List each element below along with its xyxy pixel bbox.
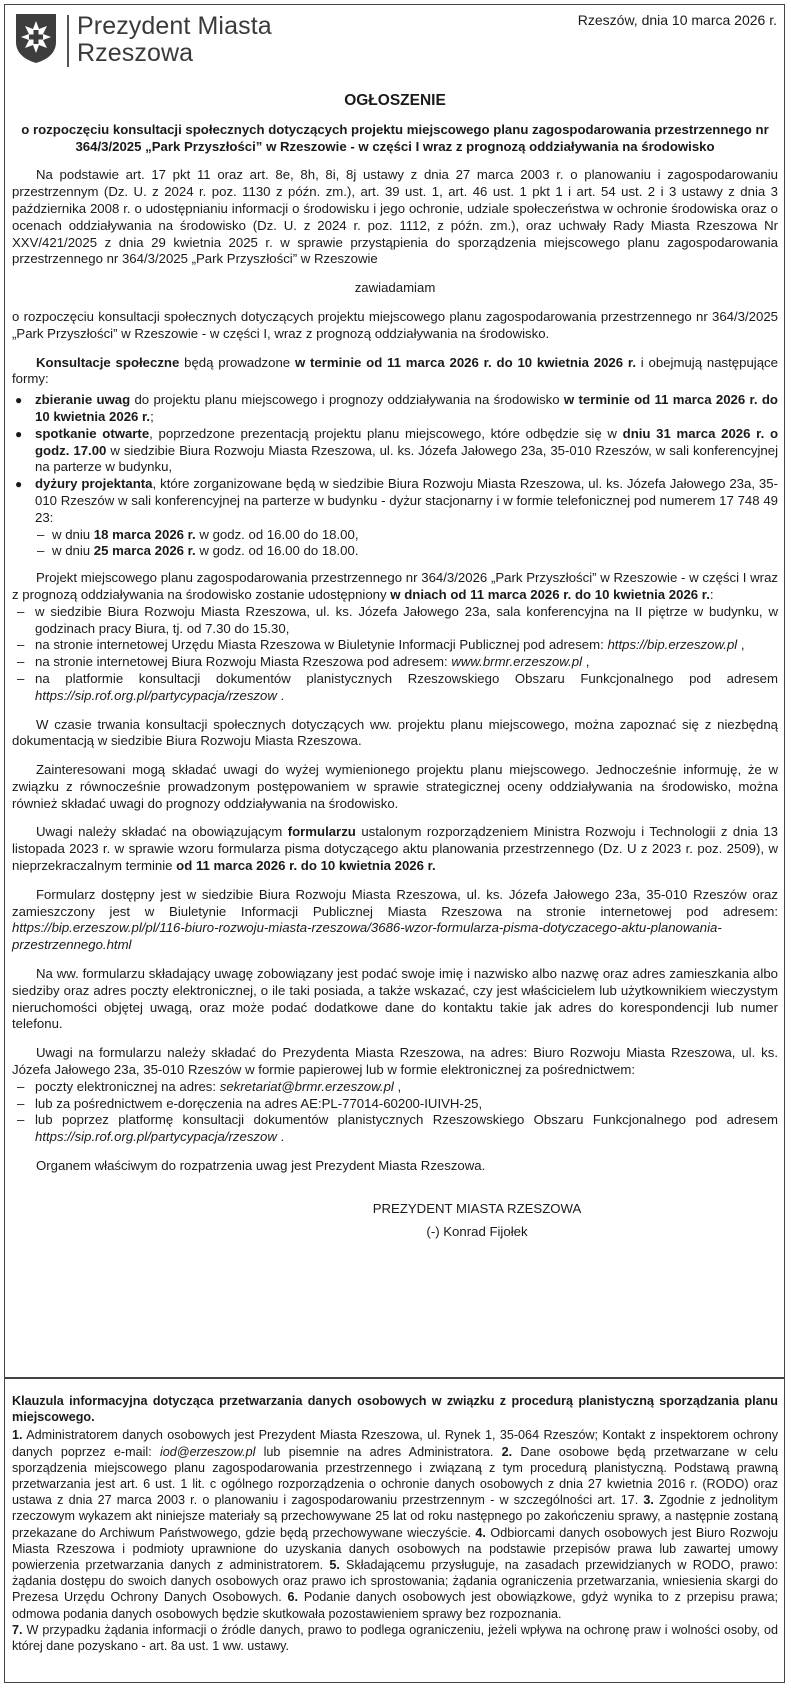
section-divider [4,1377,785,1379]
list-item [12,637,778,654]
clause-1a: Administratorem danych osobowych jest Prezydent Miasta Rzeszowa, ul. Rynek 1, 35-064 Rzeszów; Kontakt z inspektorem ochrony danych poprzez e-mail: [12,1428,778,1459]
submit-list [12,1079,778,1146]
authority-paragraph: Organem właściwym do rozpatrzenia uwag jest Prezydent Miasta Rzeszowa. [36,1158,486,1174]
signature-block [12,1197,778,1243]
form-1-label: zbieranie uwag [35,392,131,408]
remarks-text-1: Uwagi należy składać na obowiązującym [36,824,288,840]
logo-divider [67,15,69,67]
document-title: OGŁOSZENIE [344,92,446,109]
list-item [12,426,778,476]
list-item [12,671,778,705]
signature-name: (-) Konrad Fijołek [426,1223,528,1239]
form-2-label: spotkanie otwarte [35,425,150,441]
form-link[interactable]: https://bip.erzeszow.pl/pl/116-biuro-rozwoju-miasta-rzeszowa/3686-wzor-formularza-pisma-dotyczacego-aktu-planowania-przestrzennego.html [12,920,722,953]
submit-paragraph: Uwagi na formularzu należy składać do Prezydenta Miasta Rzeszowa, na adres: Biuro Rozwoju Miasta Rzeszowa, ul. ks. Józefa Jałowego 23a, 35-010 Rzeszów w formie papierowej lub w formie elektronicznej za pośrednictwem: [12,1045,778,1078]
brmr-link[interactable]: www.brmr.erzeszow.pl [451,654,583,670]
list-item: – w siedzibie Biura Rozwoju Miasta Rzeszowa, ul. ks. Józefa Jałowego 23a, sala konferencyjna na II piętrze w budynku, w godzinach pracy Biura, tj. od 7.30 do 15.30, [12,604,778,638]
availability-list [12,604,778,705]
email-link[interactable]: sekretariat@brmr.erzeszow.pl [219,1078,394,1094]
signature-role: PREZYDENT MIASTA RZESZOWA [372,1200,582,1216]
bip-link[interactable]: https://bip.erzeszow.pl [607,637,738,653]
platform-link[interactable]: https://sip.rof.org.pl/partycypacja/rzeszow [35,687,277,703]
clause-1b: lub pisemnie na adres Administratora. [255,1444,502,1459]
notify-text: o rozpoczęciu konsultacji społecznych dotyczących projektu miejscowego planu zagospodarowania przestrzennego nr 364/3/2025 „Park Przyszłości” w Rzeszowie - w części I, wraz z prognozą oddziaływania na środowisko. [12,308,778,341]
availability-paragraph [12,570,778,604]
brmr-text: na stronie internetowej Biura Rozwoju Miasta Rzeszowa pod adresem: [35,654,452,670]
clause-3: Zgodnie z jednolitym rzeczowym wykazem akt niniejsze materiały są przechowywane 25 lat od roku następnego po zakończeniu sprawy, a następnie zostaną przekazane do Archiwum Państwowego, gdzie będą przechowywane wieczyście. [12,1493,778,1540]
date-line: Rzeszów, dnia 10 marca 2026 r. [577,12,777,28]
clause-num-7: 7. [12,1622,23,1637]
platform-end: . [276,687,285,703]
clause-4: Odbiorcami danych osobowych jest Biuro Rozwoju Miasta Rzeszowa i podmioty uprawnione do uzyskania danych osobowych na podstawie przepisów prawa lub zawartej umowy powierzenia przetwarzania danych z administratorem. [12,1525,779,1573]
form-1-end: ; [150,408,154,424]
submit-platform-end: . [276,1129,285,1145]
clause-num-4: 4. [475,1525,486,1540]
consultation-text-2: i obejmują następujące formy: [12,354,778,387]
form-paragraph [12,887,778,954]
form-text: Formularz dostępny jest w siedzibie Biura Rozwoju Miasta Rzeszowa, ul. ks. Józefa Jałowego 23a, 35-010 Rzeszów oraz zamieszczony jest w Biuletynie Informacji Publicznej Miasta Rzeszowa na stronie internetowej pod adresem: [12,886,778,919]
remarks-text-2: ustalonym rozporządzeniem Ministra Rozwoju i Technologii z dnia 13 listopada 2023 r. w sprawie wzoru formularza pisma dotyczącego aktu planowania przestrzennego (Dz. U z 2023 r. poz. 2509), w nieprzekraczalnym terminie [12,824,779,874]
form-2-text: , poprzedzone prezentacją projektu planu miejscowego, które odbędzie się w [149,425,623,441]
notify-word: zawiadamiam [354,280,436,296]
clause-6: Podanie danych osobowych jest obowiązkowe, gdyż wynika to z przepisu prawa; odmowa podania danych osobowych będzie skutkowała pozostawieniem sprawy bez rozpoznania. [12,1590,778,1621]
logo-text [77,13,272,67]
remarks-dates: od 11 marca 2026 r. do 10 kwietnia 2026 r. [176,858,436,874]
list-item [12,476,778,560]
clause-2: Dane osobowe będą przetwarzane w celu sporządzenia miejscowego planu zagospodarowania przestrzennego i związaną z tym procedurą planistyczną. Podstawą prawną przetwarzania jest art. 6 ust. 1 lit. c ogólnego rozporządzenia o ochronie danych osobowych z dnia 27 kwietnia 2016 r. (RODO) oraz ustawa z dnia 27 marca 2003 r. o planowaniu i zagospodarowaniu przestrzennym - w szczególności art. 17. [12,1444,779,1508]
platform-text: na platformie konsultacji dokumentów planistycznych Rzeszowskiego Obszaru Funkcjonalnego pod adresem [35,670,778,686]
during-paragraph: W czasie trwania konsultacji społecznych dotyczących ww. projektu planu miejscowego, można zapoznać się z niezbędną dokumentacją w siedzibie Biura Rozwoju Miasta Rzeszowa. [12,716,778,749]
clause-5: Składającemu przysługuje, na zasadach przewidzianych w RODO, prawo: żądania dostępu do swoich danych osobowych oraz prawo ich sprostowania; żądania ograniczenia przetwarzania, wniesienia skargi do Prezesa Urzędu Ochrony Danych Osobowych. [12,1558,778,1605]
list-item [12,392,778,426]
form-3-label: dyżury projektanta [35,476,153,492]
remarks-paragraph [12,824,778,874]
consultation-label: Konsultacje społeczne [36,354,180,370]
duty-2-hours: w godz. od 16.00 do 18.00. [195,543,359,559]
announcement-body [12,93,778,1243]
form-2-text-2: w siedzibie Biura Rozwoju Miasta Rzeszowa, ul. ks. Józefa Jałowego 23a, 35-010 Rzeszów, w sali konferencyjnej na parterze w budynku, [35,442,778,475]
duty-1-hours: w godz. od 16.00 do 18.00, [195,526,359,542]
clause-num-1: 1. [12,1428,23,1443]
consultation-forms-list [12,392,778,560]
duty-2-prefix: w dniu [52,543,94,559]
interested-paragraph: Zainteresowani mogą składać uwagi do wyżej wymienionego projektu planu miejscowego. Jednocześnie informuję, że w związku z równocześnie prowadzonym postępowaniem w sprawie strategicznej oceny oddziaływania na środowisko, można również składać uwagi do prognozy oddziaływania na środowisko. [12,762,778,811]
availability-dates: w dniach od 11 marca 2026 r. do 10 kwietnia 2026 r. [390,586,710,602]
submit-platform-link[interactable]: https://sip.rof.org.pl/partycypacja/rzeszow [35,1129,277,1145]
form-1-text: do projektu planu miejscowego i prognozy oddziaływania na środowisko [130,392,564,408]
duty-2-date: 25 marca 2026 r. [93,543,196,559]
data-protection-clause [12,1393,778,1654]
list-item [35,543,778,560]
bip-end: , [737,637,745,653]
brmr-end: , [582,654,590,670]
clause-num-2: 2. [501,1444,513,1459]
list-item [12,1112,778,1146]
consultation-text-1: będą prowadzone [179,354,295,370]
list-item [12,1079,778,1096]
availability-colon: : [709,586,714,602]
logo-line-1: Prezydent Miasta [77,12,272,40]
list-item: – lub za pośrednictwem e-doręczenia na adres AE:PL-77014-60200-IUIVH-25, [12,1096,778,1113]
legal-basis: Na podstawie art. 17 pkt 11 oraz art. 8e, 8h, 8i, 8j ustawy z dnia 27 marca 2003 r. o planowaniu i zagospodarowaniu przestrzennym (Dz. U. z 2024 r. poz. 1130 z późn. zm.), art. 39 ust. 1, art. 46 ust. 1 pkt 1 i art. 54 ust. 2 i 3 ustawy z dnia 3 października 2008 r. o udostępnianiu informacji o środowisku i jego ochronie, udziale społeczeństwa w ochronie środowiska oraz o ocenach oddziaływania na środowisko (Dz. U. z 2024 r. poz. 1112, z późn. zm.), oraz uchwały Rady Miasta Rzeszowa Nr XXV/421/2025 z dnia 29 kwietnia 2025 r. w sprawie przystąpienia do sporządzenia miejscowego planu zagospodarowania przestrzennego nr 364/3/2025 „Park Przyszłości” w Rzeszowie [12,167,778,267]
list-item [12,654,778,671]
email-text: poczty elektronicznej na adres: [35,1078,220,1094]
consultation-paragraph [12,355,778,389]
availability-text: Projekt miejscowego planu zagospodarowania przestrzennego nr 364/3/2026 „Park Przyszłości” w Rzeszowie - w części I wraz z prognozą oddziaływania na środowisko zostanie udostępniony [12,570,778,602]
form-3-text: , które zorganizowane będą w siedzibie Biura Rozwoju Miasta Rzeszowa, ul. ks. Józefa Jałowego 23a, 35-010 Rzeszów w sali konferencyjnej na parterze w budynku - dyżur stacjonarny i w formie telefonicznej pod numerem 17 748 49 23: [35,476,778,525]
submit-platform-text: lub poprzez platformę konsultacji dokumentów planistycznych Rzeszowskiego Obszaru Funkcjonalnego pod adresem [35,1112,778,1128]
email-end: , [393,1078,402,1094]
document-subtitle: o rozpoczęciu konsultacji społecznych dotyczących projektu miejscowego planu zagospodarowania przestrzennego nr 364/3/2025 „Park Przyszłości” w Rzeszowie - w części I wraz z prognozą oddziaływania na środowisko [21,121,769,154]
clause-text [12,1427,778,1654]
city-crest-icon [14,12,58,64]
clause-num-3: 3. [643,1493,654,1508]
duty-1-date: 18 marca 2026 r. [93,526,196,542]
clause-num-6: 6. [287,1590,299,1605]
duty-1-prefix: w dniu [52,526,94,542]
bip-text: na stronie internetowej Urzędu Miasta Rzeszowa w Biuletynie Informacji Publicznej pod adresem: [35,637,608,653]
form-2-date: dniu 31 marca 2026 r. o godz. 17.00 [35,425,778,458]
duty-dates-list [35,527,778,561]
clause-title: Klauzula informacyjna dotycząca przetwarzania danych osobowych w związku z procedurą planistyczną sporządzania planu miejscowego. [12,1394,778,1425]
clause-num-5: 5. [329,1558,340,1573]
logo-line-2: Rzeszowa [77,39,194,67]
consultation-dates: w terminie od 11 marca 2026 r. do 10 kwietnia 2026 r. [294,354,636,370]
form-1-dates: w terminie od 11 marca 2026 r. do 10 kwietnia 2026 r. [35,392,778,424]
clause-7: W przypadku żądania informacji o źródle danych, prawo to podlega ograniczeniu, jeżeli wpływa na ochronę praw i wolności osoby, od której dane pozyskano - art. 8a ust. 1 ww. ustawy. [12,1622,778,1654]
remarks-form-word: formularzu [287,824,356,840]
list-item [35,527,778,544]
form-requirements-paragraph: Na ww. formularzu składający uwagę zobowiązany jest podać swoje imię i nazwisko albo nazwę oraz adres zamieszkania albo siedziby oraz adres poczty elektronicznej, o ile taki posiada, a także wskazać, czy jest właścicielem lub użytkownikiem wieczystym nieruchomości objętej uwagą, oraz może podać dodatkowe dane do kontaktu takie jak adres do korespondencji lub numer telefonu. [12,966,778,1032]
iod-email-link[interactable]: iod@erzeszow.pl [159,1444,256,1459]
